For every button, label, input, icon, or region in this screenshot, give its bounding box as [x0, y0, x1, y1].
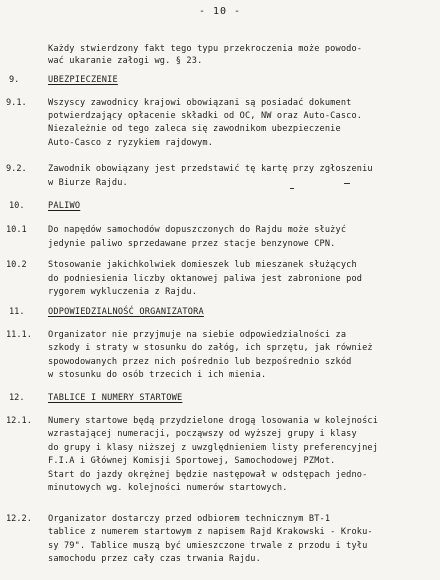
item-line: tablice z numerem startowym z napisem Rajd Krakowski - Kroku- — [48, 527, 373, 537]
item-line: Wszyscy zawodnicy krajowi obowiązani są posiadać dokument — [48, 98, 352, 108]
item-number: 9.1. — [6, 98, 27, 108]
item-line: Numery startowe będą przydzielone drogą losowania w kolejności — [48, 416, 379, 426]
item-line: jedynie paliwo sprzedawane przez stacje benzynowe CPN. — [48, 239, 336, 249]
section-title: UBEZPIECZENIE — [48, 75, 118, 85]
item-number: 10.1 — [6, 225, 27, 235]
item-line: sy 79". Tablice muszą być umieszczone trwale z przodu i tyłu — [48, 541, 368, 551]
item-line: do podniesienia liczby oktanowej paliwa jest zabronione pod — [48, 274, 363, 284]
item-line: F.I.A i Głównej Komisji Sportowej, Samochodowej PZMot. — [48, 456, 336, 466]
item-line: Do napędów samochodów dopuszczonych do Rajdu może służyć — [48, 225, 347, 235]
item-line: wzrastającej numeracji, począwszy od wyższej grupy i klasy — [48, 429, 357, 439]
item-number: 9.2. — [6, 164, 27, 174]
item-line: Niezależnie od tego zaleca się zawodnikom ubezpieczenie — [48, 124, 341, 134]
section-number: 9. — [9, 75, 20, 85]
intro-line: Każdy stwierdzony fakt tego typu przekroczenia może powodo- — [48, 44, 363, 54]
item-line: Auto-Casco z ryzykiem rajdowym. — [48, 138, 214, 148]
item-number: 12.1. — [6, 416, 32, 426]
item-number: 11.1. — [6, 330, 32, 340]
section-number: 12. — [9, 393, 25, 403]
section-title: TABLICE I NUMERY STARTOWE — [48, 393, 183, 403]
section-title: ODPOWIEDZIALNOŚĆ ORGANIZATORA — [48, 307, 204, 317]
item-line: minutowych wg. kolejności numerów startowych. — [48, 483, 288, 493]
section-title: PALIWO — [48, 201, 81, 211]
item-line: rygorem wykluczenia z Rajdu. — [48, 287, 198, 297]
item-line: Organizator nie przyjmuje na siebie odpowiedzialności za — [48, 330, 347, 340]
item-line: szkody i straty w stosunku do załóg, ich sprzętu, jak również — [48, 343, 373, 353]
item-line: spowodowanych przez nich pośrednio lub bezpośrednio szkód — [48, 357, 352, 367]
intro-line: wać ukaranie załogi wg. § 23. — [48, 56, 203, 66]
section-number: 11. — [9, 307, 25, 317]
ink-speck — [290, 188, 294, 189]
item-line: samochodu przez cały czas trwania Rajdu. — [48, 554, 261, 564]
item-number: 10.2 — [6, 260, 27, 270]
item-number: 12.2. — [6, 514, 32, 524]
item-line: potwierdzający opłacenie składki od OC, NW oraz Auto-Casco. — [48, 111, 363, 121]
page-number: - 10 - — [198, 6, 242, 17]
item-line: w stosunku do osób trzecich i ich mienia. — [48, 370, 267, 380]
item-line: Organizator dostarczy przed odbiorem technicznym BT-1 — [48, 514, 331, 524]
item-line: Stosowanie jakichkolwiek domieszek lub mieszanek służących — [48, 260, 357, 270]
ink-speck — [344, 183, 350, 184]
section-number: 10. — [9, 201, 25, 211]
item-line: Zawodnik obowiązany jest przedstawić tę kartę przy zgłoszeniu — [48, 164, 373, 174]
item-line: do grupy i klasy niższej z uwzględnieniem listy preferencyjnej — [48, 443, 379, 453]
item-line: Start do jazdy okrężnej będzie następował w odstępach jedno- — [48, 470, 368, 480]
item-line: w Biurze Rajdu. — [48, 178, 128, 188]
